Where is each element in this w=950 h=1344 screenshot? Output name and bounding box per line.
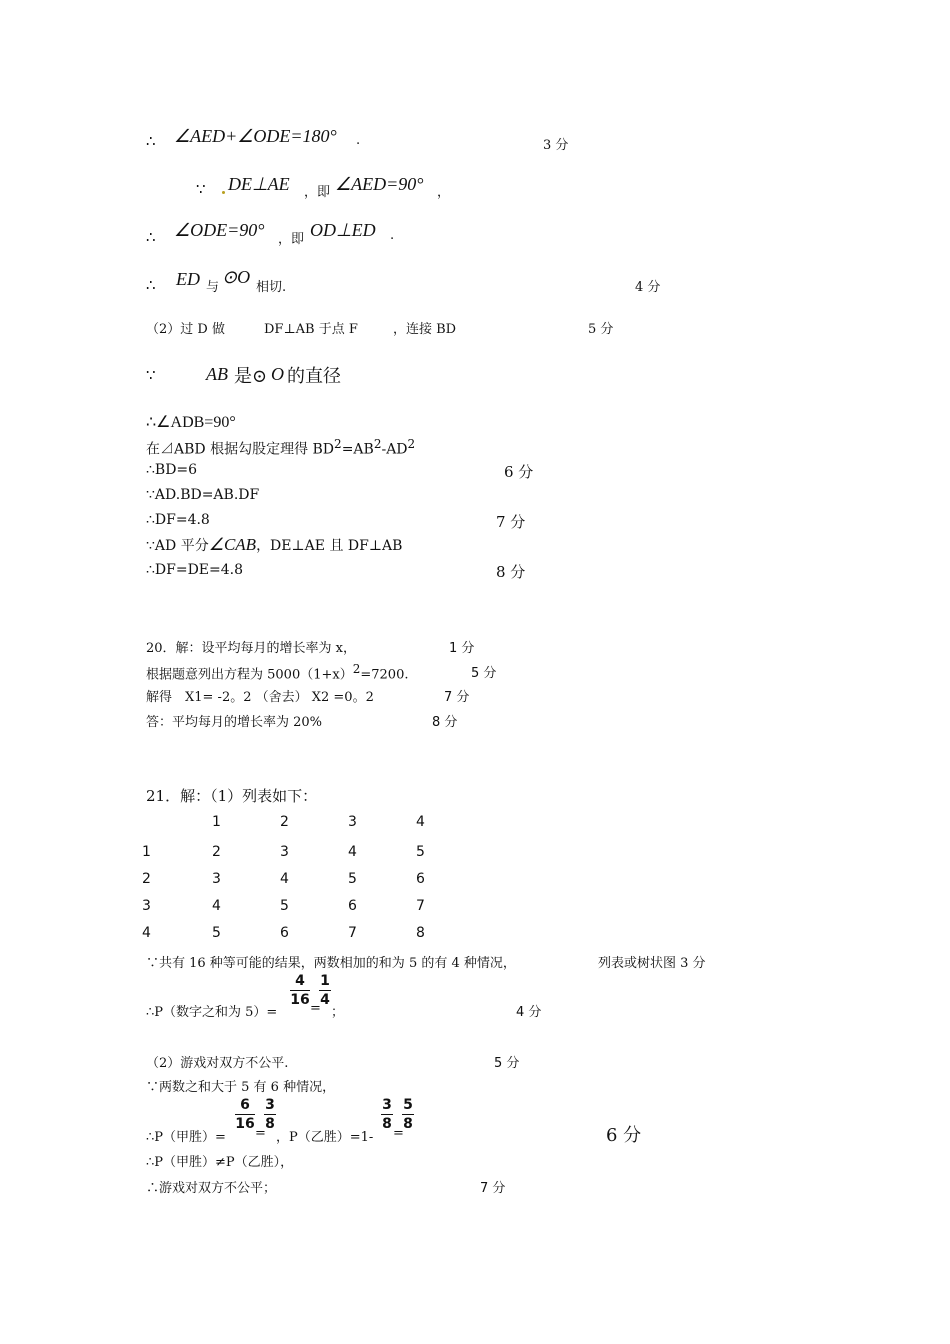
dot-mark: [222, 191, 225, 194]
q21-title: 21．解：（1）列表如下：: [146, 787, 318, 805]
semicolon: ；: [331, 1005, 345, 1020]
denominator: 8: [382, 1116, 392, 1132]
score-7: 7 分: [496, 513, 526, 531]
part2-draw: （2）过 D 做: [146, 322, 225, 337]
bisector-line: [146, 535, 402, 555]
fraction-4-16: [290, 973, 310, 1008]
text-yu: 与: [206, 280, 220, 295]
angle-cab: ∠CAB: [208, 535, 257, 554]
score-5: 5 分: [588, 322, 614, 337]
q20-score-8: 8 分: [432, 715, 458, 730]
table-cell: 3: [280, 844, 289, 860]
fraction-3-8: [264, 1097, 276, 1132]
table-cell: 5: [416, 844, 425, 860]
equals: =: [310, 1001, 321, 1016]
denominator: 8: [403, 1116, 413, 1132]
q21-six-cases: ∵两数之和大于 5 有 6 种情况，: [146, 1080, 336, 1095]
exp: 2: [352, 662, 361, 676]
therefore-symbol: ∴: [146, 276, 156, 294]
text-is-circle: 是⊙: [234, 366, 268, 387]
equals: =: [393, 1126, 404, 1141]
fraction-bar: [381, 1114, 393, 1115]
fraction-bar: [235, 1114, 255, 1115]
table-cell: 1: [142, 844, 151, 860]
df-equals-de: ∴DF=DE=4.8: [146, 562, 244, 578]
table-header: 3: [348, 814, 357, 830]
pythagoras-text: 在⊿ABD 根据勾股定理得 BD: [146, 441, 335, 458]
table-cell: 4: [348, 844, 357, 860]
period: .: [356, 133, 361, 148]
fraction-5-8: [402, 1097, 414, 1132]
part2-df-perp: DF⊥AB 于点 F: [264, 322, 358, 337]
q20-roots: 解得 X1= -2。2 （舍去） X2 =0。2: [146, 690, 374, 705]
q20-equation: [146, 662, 408, 682]
table-cell: 5: [280, 898, 289, 914]
fraction-bar: [290, 990, 310, 991]
fraction-1-4: [319, 973, 331, 1008]
therefore-symbol: ∴: [146, 132, 156, 150]
math-o: O: [271, 364, 284, 384]
q20-answer: 答：平均每月的增长率为 20%: [146, 715, 323, 730]
pythagoras-line: [146, 437, 415, 459]
q21-unfair: ∴游戏对双方不公平；: [146, 1181, 277, 1196]
equation-od-perp-ed: OD⊥ED: [310, 220, 376, 240]
table-cell: 4: [212, 898, 221, 914]
equation-ode-90: ∠ODE=90°: [174, 220, 265, 240]
math-ed: ED: [176, 269, 200, 289]
table-cell: 3: [142, 898, 151, 914]
angle-adb-90: ∴∠ADB=90°: [146, 414, 236, 431]
denominator: 4: [320, 992, 330, 1008]
exp: 2: [373, 437, 382, 451]
q21-score-3: 列表或树状图 3 分: [598, 956, 706, 971]
df-equals: ∴DF=4.8: [146, 512, 210, 528]
fraction-bar: [264, 1114, 276, 1115]
table-cell: 5: [212, 925, 221, 941]
q21-outcomes: ∵共有 16 种等可能的结果，两数相加的和为 5 的有 4 种情况，: [146, 956, 516, 971]
table-cell: 2: [212, 844, 221, 860]
denominator: 16: [290, 992, 310, 1008]
table-cell: 4: [280, 871, 289, 887]
table-cell: 6: [416, 871, 425, 887]
fraction-bar: [319, 990, 331, 991]
fraction-6-16: [235, 1097, 255, 1132]
q20-solution: 20．解：设平均每月的增长率为 x，: [146, 641, 357, 656]
equals: =: [255, 1126, 266, 1141]
table-cell: 5: [348, 871, 357, 887]
bd-equals-6: ∴BD=6: [146, 462, 198, 478]
table-cell: 4: [142, 925, 151, 941]
q20-score-7: 7 分: [444, 690, 470, 705]
therefore-symbol: ∴: [146, 228, 156, 246]
q20-equation-text: 根据题意列出方程为 5000（1+x）: [146, 667, 353, 683]
equation-aed-90: ∠AED=90°: [335, 174, 424, 194]
text-ji: ，即: [304, 185, 331, 200]
numerator: 1: [320, 973, 330, 989]
period: .: [390, 228, 395, 243]
math-ab: AB: [206, 364, 228, 384]
score-4: 4 分: [635, 280, 661, 295]
fraction-bar: [402, 1114, 414, 1115]
score-8: 8 分: [496, 563, 526, 581]
table-header: 1: [212, 814, 221, 830]
table-cell: 7: [416, 898, 425, 914]
equation-angle-sum: ∠AED+∠ODE=180°: [174, 126, 337, 146]
prob-jia-label: ∴P（甲胜）=: [146, 1130, 226, 1145]
text-diameter: 的直径: [287, 366, 341, 387]
table-cell: 3: [212, 871, 221, 887]
numerator: 6: [240, 1097, 250, 1113]
text-tangent: 相切.: [256, 280, 287, 295]
score-6: 6 分: [504, 463, 534, 481]
q21-score-6: 6 分: [606, 1125, 642, 1146]
numerator: 4: [295, 973, 305, 989]
pythagoras-ab: =AB: [341, 441, 374, 458]
denominator: 8: [265, 1116, 275, 1132]
q21-not-equal: ∴P（甲胜）≠P（乙胜），: [146, 1155, 294, 1170]
prob-yi-label: ，P（乙胜）=1-: [276, 1130, 374, 1145]
exp: 2: [334, 437, 342, 451]
q20-equation-rhs: =7200.: [360, 667, 409, 683]
comma: ，: [437, 185, 451, 200]
text-ji: ，即: [278, 232, 305, 247]
q20-score-1: 1 分: [449, 641, 475, 656]
perp-conditions: ，DE⊥AE 且 DF⊥AB: [256, 538, 403, 554]
prob-sum5-label: ∴P（数字之和为 5）=: [146, 1005, 278, 1020]
bisector-text: ∵AD 平分: [146, 538, 209, 554]
numerator: 3: [382, 1097, 392, 1113]
table-header: 4: [416, 814, 425, 830]
q21-score-7: 7 分: [480, 1181, 506, 1196]
pythagoras-ad: -AD: [381, 441, 408, 458]
table-cell: 6: [348, 898, 357, 914]
numerator: 5: [403, 1097, 413, 1113]
area-equation: ∵AD.BD=AB.DF: [146, 487, 260, 503]
circle-o: ⊙O: [222, 267, 251, 287]
because-symbol: ∵: [146, 366, 156, 384]
table-cell: 8: [416, 925, 425, 941]
table-cell: 7: [348, 925, 357, 941]
part2-connect: ，连接 BD: [393, 322, 457, 337]
q21-score-4: 4 分: [516, 1005, 542, 1020]
q21-score-5: 5 分: [494, 1056, 520, 1071]
q21-part2: （2）游戏对双方不公平.: [146, 1056, 289, 1071]
fraction-3-8: [381, 1097, 393, 1132]
table-cell: 2: [142, 871, 151, 887]
table-header: 2: [280, 814, 289, 830]
equation-de-perp-ae: DE⊥AE: [228, 174, 290, 194]
q20-score-5: 5 分: [471, 666, 497, 681]
exp: 2: [407, 437, 416, 451]
numerator: 3: [265, 1097, 275, 1113]
denominator: 16: [235, 1116, 255, 1132]
because-symbol: ∵: [196, 180, 206, 198]
score-3: 3 分: [543, 138, 569, 153]
table-cell: 6: [280, 925, 289, 941]
